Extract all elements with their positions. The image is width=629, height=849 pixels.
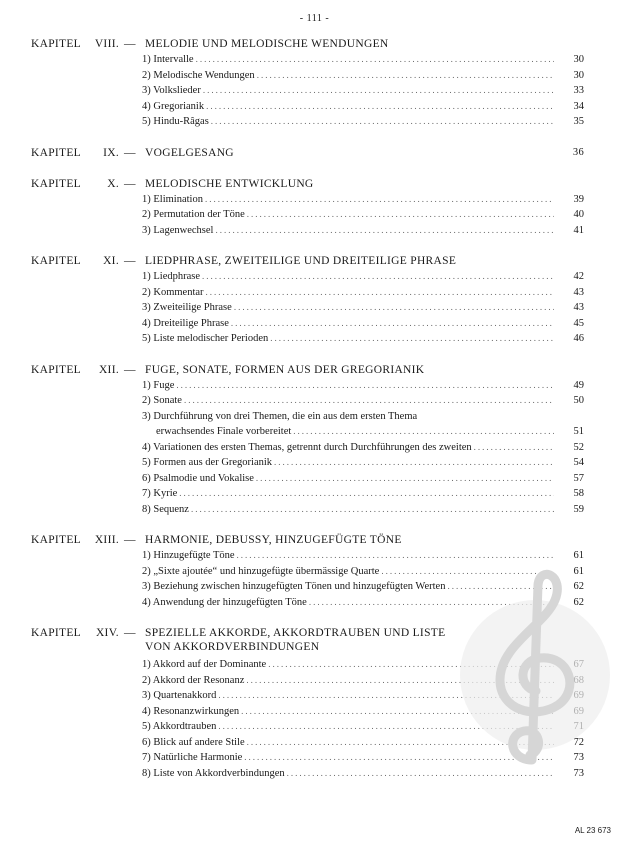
toc-entry	[142, 378, 584, 394]
dot-leader	[202, 269, 554, 285]
entry-label: 3) Volkslieder	[142, 85, 201, 96]
chapter-title: MELODISCHE ENTWICKLUNG	[145, 177, 314, 190]
chapter-dash: —	[124, 146, 136, 159]
entry-page: 43	[573, 302, 584, 313]
dot-leader	[256, 471, 554, 487]
entry-label: 3) Zweiteilige Phrase	[142, 302, 232, 313]
entry-label: 5) Formen aus der Gregorianik	[142, 457, 273, 468]
toc-entry	[142, 316, 584, 332]
chapter-dash: —	[124, 534, 136, 546]
entry-page: 54	[573, 457, 584, 468]
entry-label: 4) Anwendung der hinzugefügten Töne	[142, 596, 307, 608]
chapter-title: VOGELGESANG	[145, 146, 234, 159]
chapter-prefix: KAPITEL	[31, 177, 82, 190]
dot-leader	[231, 316, 554, 332]
chapter-title: HARMONIE, DEBUSSY, HINZUGEFÜGTE TÖNE	[145, 534, 402, 546]
toc-entry	[142, 68, 584, 84]
toc-entry	[142, 440, 584, 456]
entry-page: 45	[573, 317, 584, 329]
chapter-dash: —	[124, 363, 136, 376]
toc-entry	[142, 502, 584, 518]
entry-page: 43	[573, 286, 584, 298]
chapter-title: LIEDPHRASE, ZWEITEILIGE UND DREITEILIGE PHRASE	[145, 255, 457, 267]
entry-label: 4) Gregorianik	[142, 100, 205, 112]
entry-page: 61	[573, 565, 584, 577]
entry-label: 5) Hindu-Râgas	[142, 116, 209, 127]
chapter-title: FUGE, SONATE, FORMEN AUS DER GREGORIANIK	[145, 363, 425, 376]
chapter-heading	[0, 176, 629, 192]
entry-label-continued: erwachsendes Finale vorbereitet	[156, 426, 292, 437]
toc-entry	[142, 393, 584, 409]
dot-leader	[184, 393, 554, 409]
chapter-section	[0, 36, 629, 130]
toc-entry	[142, 114, 584, 130]
entry-label: 1) Hinzugefügte Töne	[142, 550, 235, 561]
entry-page: 51	[573, 426, 584, 437]
entry-label: 1) Akkord auf der Dominante	[142, 659, 267, 670]
dot-leader	[203, 83, 554, 99]
chapter-prefix: KAPITEL	[31, 534, 82, 546]
chapter-prefix: KAPITEL	[31, 255, 82, 267]
toc-entry	[142, 409, 584, 440]
chapter-heading	[0, 253, 629, 269]
chapter-section	[0, 362, 629, 518]
entry-label: 3) Beziehung zwischen hinzugefügten Tönen und hinzugefügten Werten	[142, 581, 446, 592]
entry-page: 59	[573, 503, 584, 515]
chapter-prefix: KAPITEL	[31, 627, 82, 639]
toc-entry	[142, 83, 584, 99]
entry-page: 46	[573, 333, 584, 344]
chapter-heading	[0, 362, 629, 378]
entry-label: 2) Akkord der Resonanz	[142, 674, 245, 686]
entry-label: 4) Resonanzwirkungen	[142, 705, 240, 717]
toc-entry	[142, 300, 584, 316]
entry-label: 1) Liedphrase	[142, 271, 201, 282]
entry-page: 52	[573, 441, 584, 453]
entry-label: 3) Quartenakkord	[142, 690, 217, 701]
dot-leader	[474, 440, 554, 456]
entry-label: 2) Sonate	[142, 395, 182, 406]
dot-leader	[211, 114, 554, 130]
chapter-number: XI.	[103, 255, 119, 267]
chapter-number: XIII.	[94, 534, 119, 546]
entry-label: 1) Elimination	[142, 193, 203, 205]
toc-entry	[142, 192, 584, 208]
entry-label: 5) Liste melodischer Perioden	[142, 333, 269, 344]
entry-label: 4) Variationen des ersten Themas, getrennt durch Durchführungen des zweiten	[142, 441, 472, 453]
entry-label: 4) Dreiteilige Phrase	[142, 317, 229, 329]
chapter-dash: —	[124, 255, 136, 267]
entry-label: 3) Durchführung von drei Themen, die ein aus dem ersten Thema	[142, 410, 418, 422]
chapter-section	[0, 176, 629, 239]
entry-page: 39	[573, 193, 584, 205]
chapter-number: XII.	[98, 363, 119, 376]
chapter-section	[0, 253, 629, 347]
entry-page: 34	[573, 100, 584, 112]
entry-label: 5) Akkordtrauben	[142, 721, 217, 732]
chapter-number: IX.	[103, 146, 119, 159]
entry-page: 57	[573, 472, 584, 484]
entry-page: 72	[573, 736, 584, 748]
entry-label: 2) Melodische Wendungen	[142, 69, 255, 81]
chapter-heading	[0, 36, 629, 52]
toc-entry	[142, 331, 584, 347]
entry-page: 41	[573, 224, 584, 236]
dot-leader	[206, 285, 554, 301]
dot-leader	[196, 52, 554, 68]
dot-leader	[247, 207, 554, 223]
toc-entry	[142, 269, 584, 285]
chapter-dash: —	[124, 627, 136, 639]
catalog-code: AL 23 673	[574, 826, 611, 835]
entry-page: 62	[573, 596, 584, 608]
dot-leader	[179, 486, 554, 502]
page-number: - 111 -	[299, 13, 330, 24]
chapter-title-continued: VON AKKORDVERBINDUNGEN	[145, 641, 320, 653]
entry-page: 49	[573, 379, 584, 391]
dot-leader	[274, 455, 554, 471]
entry-label: 8) Liste von Akkordverbindungen	[142, 767, 285, 779]
chapter-dash: —	[124, 177, 136, 190]
toc-entry	[142, 99, 584, 115]
dot-leader	[270, 331, 554, 347]
toc-entry	[142, 285, 584, 301]
chapter-number: XIV.	[95, 627, 119, 639]
chapter-prefix: KAPITEL	[31, 146, 82, 159]
chapter-title: MELODIE UND MELODISCHE WENDUNGEN	[145, 38, 389, 50]
dot-leader	[191, 502, 554, 518]
entry-page: 73	[573, 767, 584, 779]
chapter-number: X.	[107, 177, 119, 190]
entry-label: 1) Intervalle	[142, 54, 194, 65]
entry-label: 2) „Sixte ajoutée“ und hinzugefügte übermässige Quarte	[142, 565, 380, 577]
toc-entry	[142, 455, 584, 471]
dot-leader	[176, 378, 554, 394]
entry-page: 62	[573, 581, 584, 592]
entry-page: 73	[573, 752, 584, 763]
chapter-prefix: KAPITEL	[31, 363, 82, 376]
toc-entry	[142, 223, 584, 239]
entry-page: 42	[573, 271, 584, 282]
chapter-prefix: KAPITEL	[31, 38, 82, 50]
entry-page: 61	[573, 550, 584, 561]
dot-leader	[293, 424, 554, 440]
entry-page: 30	[573, 69, 584, 81]
entry-page: 50	[573, 395, 584, 406]
dot-leader	[206, 99, 554, 115]
chapter-page: 36	[572, 146, 584, 158]
chapter-number: VIII.	[94, 38, 119, 50]
entry-label: 6) Psalmodie und Vokalise	[142, 472, 254, 484]
chapter-title: SPEZIELLE AKKORDE, AKKORDTRAUBEN UND LISTE	[145, 627, 446, 639]
toc-entry	[142, 486, 584, 502]
entry-page: 35	[573, 116, 584, 127]
entry-page: 30	[573, 54, 584, 65]
chapter-dash: —	[124, 38, 136, 50]
chapter-heading	[0, 145, 629, 161]
toc-entry	[142, 207, 584, 223]
entry-label: 6) Blick auf andere Stile	[142, 736, 245, 748]
toc-entry	[142, 52, 584, 68]
dot-leader	[215, 223, 554, 239]
entry-page: 33	[573, 85, 584, 96]
dot-leader	[257, 68, 554, 84]
entry-label: 7) Kyrie	[142, 488, 178, 499]
entry-page: 40	[573, 209, 584, 220]
entry-label: 8) Sequenz	[142, 503, 189, 515]
entry-label: 3) Lagenwechsel	[142, 224, 214, 236]
chapter-heading	[0, 532, 629, 548]
entry-label: 2) Permutation der Töne	[142, 209, 245, 220]
entry-label: 1) Fuge	[142, 379, 175, 391]
entry-label: 2) Kommentar	[142, 286, 204, 298]
dot-leader	[205, 192, 554, 208]
entry-page: 58	[573, 488, 584, 499]
dot-leader	[234, 300, 554, 316]
treble-clef-watermark	[440, 555, 610, 795]
toc-entry	[142, 471, 584, 487]
entry-label: 7) Natürliche Harmonie	[142, 752, 243, 763]
chapter-section	[0, 145, 629, 161]
